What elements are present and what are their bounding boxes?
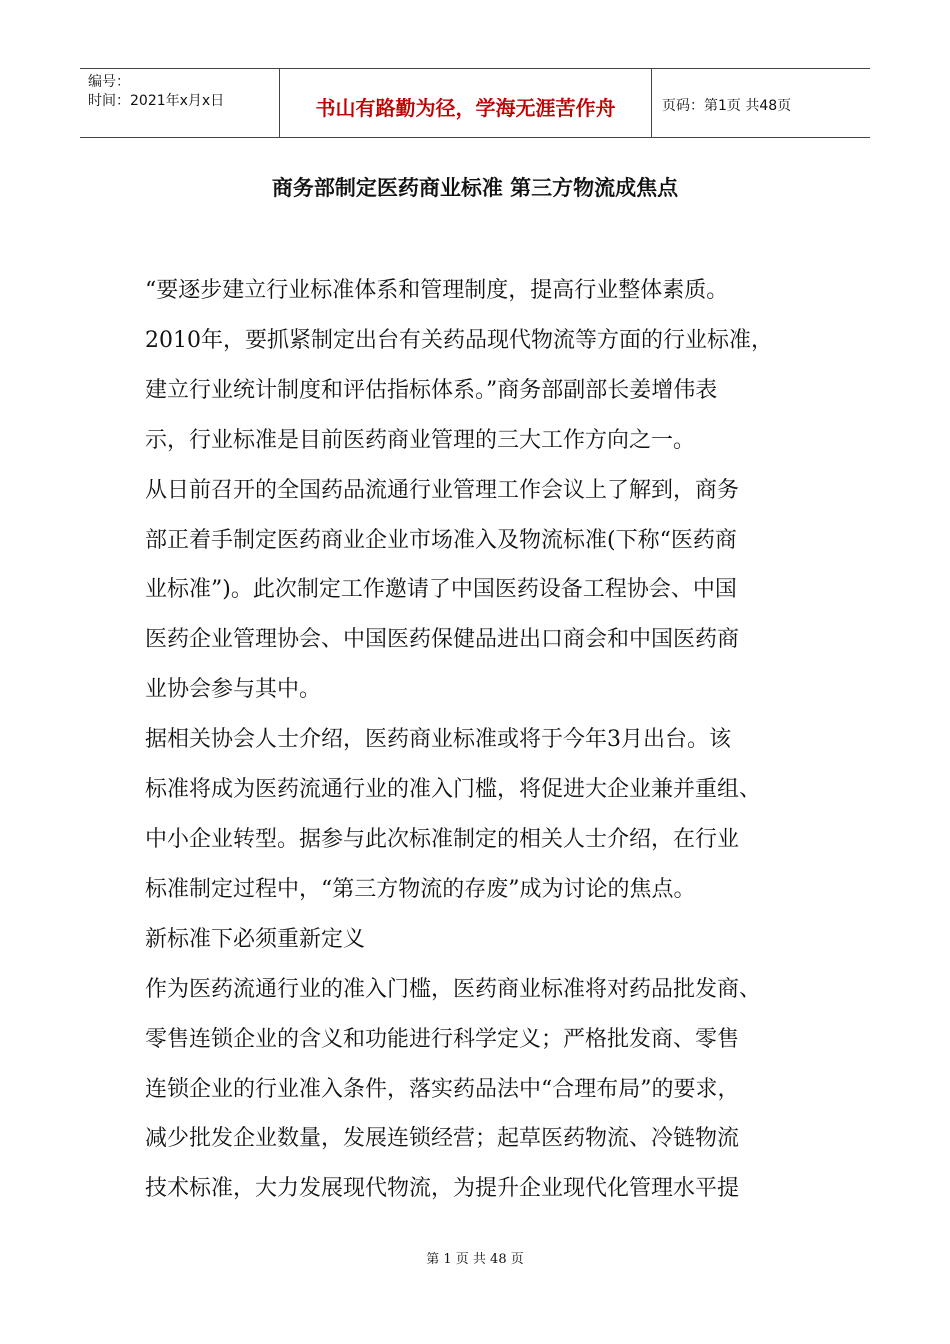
text-line: 部正着手制定医药商业企业市场准入及物流标准(下称“医药商 — [145, 527, 737, 553]
header-motto: 书山有路勤为径，学海无涯苦作舟 — [280, 69, 652, 137]
document-title: 商务部制定医药商业标准 第三方物流成焦点 — [271, 176, 679, 200]
text-line: 技术标准，大力发展现代物流，为提升企业现代化管理水平提 — [145, 1176, 740, 1202]
text-line: 业协会参与其中。 — [145, 677, 322, 703]
document-date: 时间：2021年x月x日 — [88, 93, 225, 109]
paragraph — [145, 915, 825, 965]
text-line: “要逐步建立行业标准体系和管理制度，提高行业整体素质。 — [145, 278, 729, 303]
document-body — [145, 266, 825, 1214]
page-header — [80, 68, 870, 138]
header-meta — [80, 69, 280, 137]
header-page-info: 页码：第1页 共48页 — [662, 98, 792, 114]
paragraph — [145, 266, 825, 466]
text-line: 减少批发企业数量，发展连锁经营；起草医药物流、冷链物流 — [145, 1126, 740, 1152]
text-line: 从日前召开的全国药品流通行业管理工作会议上了解到，商务 — [145, 477, 740, 503]
text-line: 标准将成为医药流通行业的准入门槛，将促进大企业兼并重组、 — [145, 777, 762, 803]
document-number-label: 编号： — [88, 74, 130, 90]
text-line: 新标准下必须重新定义 — [145, 926, 366, 952]
paragraph — [145, 965, 825, 1215]
text-line: 业标准”)。此次制定工作邀请了中国医药设备工程协会、中国 — [145, 577, 737, 603]
text-line: 连锁企业的行业准入条件，落实药品法中“合理布局”的要求， — [145, 1076, 740, 1102]
text-line: 作为医药流通行业的准入门槛，医药商业标准将对药品批发商、 — [145, 976, 762, 1002]
text-line: 医药企业管理协会、中国医药保健品进出口商会和中国医药商 — [145, 627, 740, 653]
text-line: 建立行业统计制度和评估指标体系。”商务部副部长姜增伟表 — [145, 377, 718, 403]
text-line: 示，行业标准是目前医药商业管理的三大工作方向之一。 — [145, 427, 696, 453]
paragraph — [145, 466, 825, 716]
text-line: 据相关协会人士介绍，医药商业标准或将于今年3月出台。该 — [145, 727, 731, 753]
page-footer: 第 1 页 共 48 页 — [426, 1252, 524, 1267]
text-line: 2010年，要抓紧制定出台有关药品现代物流等方面的行业标准， — [145, 327, 773, 353]
paragraph — [145, 715, 825, 915]
text-line: 中小企业转型。据参与此次标准制定的相关人士介绍，在行业 — [145, 826, 740, 852]
text-line: 零售连锁企业的含义和功能进行科学定义；严格批发商、零售 — [145, 1026, 740, 1052]
text-line: 标准制定过程中，“第三方物流的存废”成为讨论的焦点。 — [145, 876, 696, 902]
